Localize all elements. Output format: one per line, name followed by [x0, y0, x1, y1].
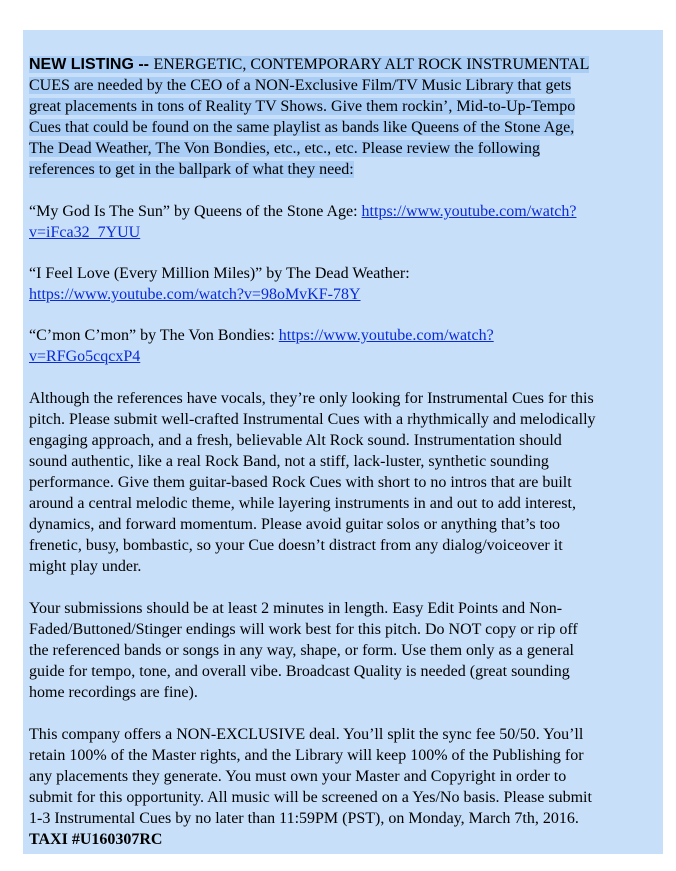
paragraph-line: pitch. Please submit well-crafted Instrumental Cues with a rhythmically and melodically [29, 411, 596, 428]
paragraph-line: Your submissions should be at least 2 minutes in length. Easy Edit Points and Non- [29, 600, 563, 617]
reference-link[interactable]: v=iFca32_7YUU [29, 224, 141, 241]
paragraph-line: Although the references have vocals, they’re only looking for Instrumental Cues for this [29, 390, 594, 407]
reference-title: “I Feel Love (Every Million Miles)” by The Dead Weather: [29, 265, 410, 282]
intro-line: Cues that could be found on the same playlist as bands like Queens of the Stone Age, [29, 119, 575, 136]
paragraph-line: might play under. [29, 558, 142, 575]
paragraph-line: any placements they generate. You must own your Master and Copyright in order to [29, 768, 567, 785]
intro-line: ENERGETIC, CONTEMPORARY ALT ROCK INSTRUMENTAL [153, 56, 590, 73]
paragraph-line: submit for this opportunity. All music will be screened on a Yes/No basis. Please submit [29, 789, 592, 806]
reference-item [29, 325, 655, 367]
paragraph-line: frenetic, busy, bombastic, so your Cue doesn’t distract from any dialog/voiceover it [29, 537, 563, 554]
reference-item [29, 263, 655, 305]
paragraph-line: retain 100% of the Master rights, and the Library will keep 100% of the Publishing for [29, 747, 584, 764]
submissions-paragraph [29, 598, 655, 703]
paragraph-line: the referenced bands or songs in any way, shape, or form. Use them only as a general [29, 642, 574, 659]
deal-paragraph [29, 724, 655, 850]
reference-title: “My God Is The Sun” by Queens of the Stone Age: [29, 203, 362, 220]
intro-line: great placements in tons of Reality TV Shows. Give them rockin’, Mid-to-Up-Tempo [29, 98, 576, 115]
reference-link[interactable]: https://www.youtube.com/watch? [278, 327, 494, 344]
paragraph-line: engaging approach, and a fresh, believable Alt Rock sound. Instrumentation should [29, 432, 562, 449]
paragraph-line: dynamics, and forward momentum. Please avoid guitar solos or anything that’s too [29, 516, 561, 533]
paragraph-line: around a central melodic theme, while layering instruments in and out to add interest, [29, 495, 576, 512]
paragraph-line: sound authentic, like a real Rock Band, not a stiff, lack-luster, synthetic sounding [29, 453, 549, 470]
paragraph-line: This company offers a NON-EXCLUSIVE deal. You’ll split the sync fee 50/50. You’ll [29, 726, 584, 743]
intro-paragraph [29, 54, 655, 180]
listing-panel [23, 30, 663, 854]
paragraph-line: Faded/Buttoned/Stinger endings will work best for this pitch. Do NOT copy or rip off [29, 621, 578, 638]
reference-link[interactable]: v=RFGo5cqcxP4 [29, 348, 141, 365]
paragraph-line: 1-3 Instrumental Cues by no later than 11:59PM (PST), on Monday, March 7th, 2016. [29, 810, 579, 827]
listing-id: TAXI #U160307RC [29, 831, 163, 848]
reference-link[interactable]: https://www.youtube.com/watch?v=98oMvKF-78Y [29, 286, 361, 303]
paragraph-line: performance. Give them guitar-based Rock Cues with short to no intros that are built [29, 474, 572, 491]
paragraph-line: guide for tempo, tone, and overall vibe. Broadcast Quality is needed (great sounding [29, 663, 570, 680]
intro-line: The Dead Weather, The Von Bondies, etc., etc., etc. Please review the following [29, 140, 540, 157]
paragraph-line: home recordings are fine). [29, 684, 198, 701]
intro-line: references to get in the ballpark of what they need: [29, 161, 354, 178]
new-listing-label: NEW LISTING -- [29, 56, 154, 73]
reference-title: “C’mon C’mon” by The Von Bondies: [29, 327, 279, 344]
instrumental-paragraph [29, 388, 655, 577]
reference-link[interactable]: https://www.youtube.com/watch? [361, 203, 577, 220]
intro-line: CUES are needed by the CEO of a NON-Exclusive Film/TV Music Library that gets [29, 77, 572, 94]
reference-item [29, 201, 655, 243]
